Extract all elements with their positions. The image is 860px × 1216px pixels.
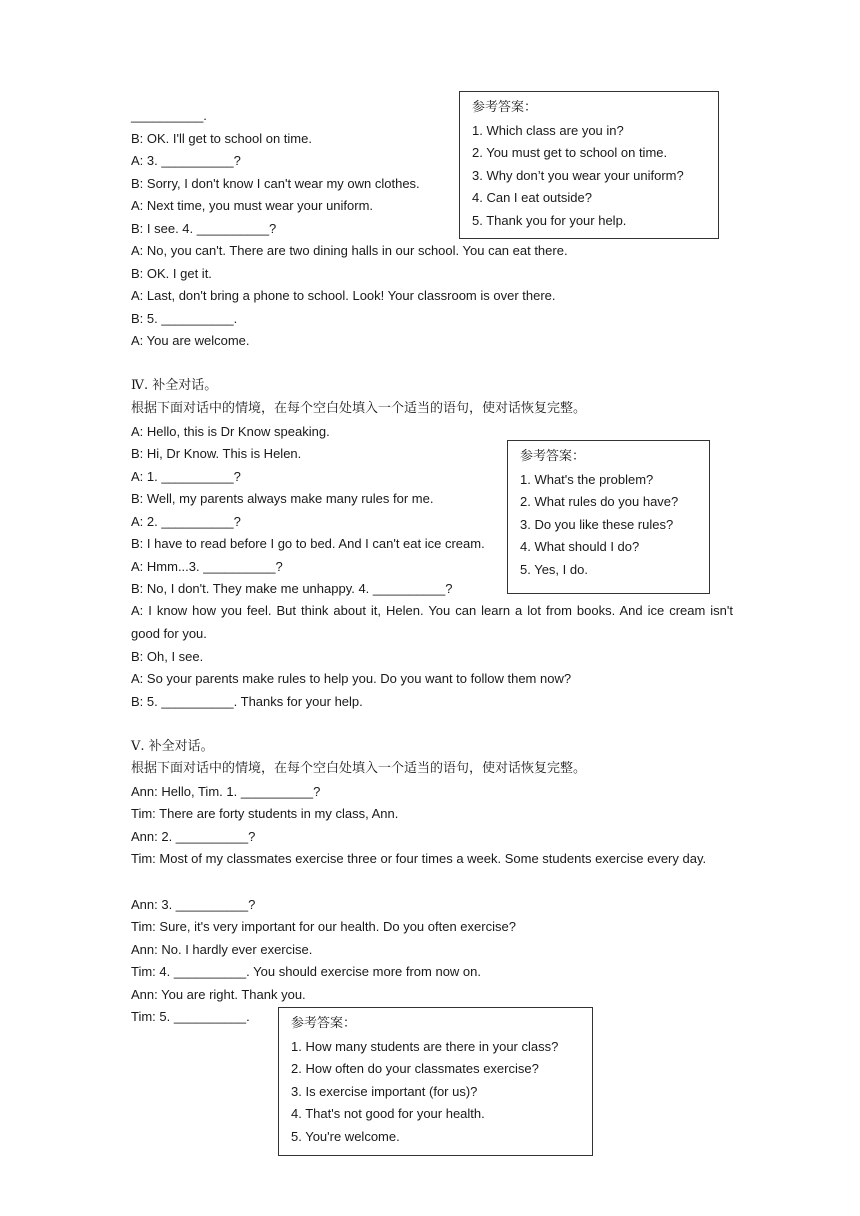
dialogue-line: Tim: 4. __________. You should exercise more from now on.: [131, 964, 482, 979]
answer-item: 2. What rules do you have?: [520, 494, 679, 509]
dialogue-line: Ann: Hello, Tim. 1. __________?: [131, 784, 321, 799]
dialogue-line: B: I have to read before I go to bed. And I can't eat ice cream.: [131, 536, 485, 551]
answer-key-box: [278, 1007, 593, 1156]
answer-key-title: 参考答案：: [520, 449, 586, 464]
answer-item: 5. Yes, I do.: [520, 561, 588, 577]
answer-item: 4. What should I do?: [520, 539, 640, 554]
answer-item: 5. Thank you for your help.: [472, 212, 627, 228]
section-heading: Ⅳ. 补全对话。: [131, 378, 218, 393]
answer-item: 3. Is exercise important (for us)?: [291, 1083, 478, 1099]
dialogue-line: B: 5. __________.: [131, 311, 238, 326]
dialogue-line: B: 5. __________. Thanks for your help.: [131, 694, 363, 709]
answer-item: 1. How many students are there in your class?: [291, 1038, 559, 1054]
answer-key-box: [507, 440, 710, 594]
dialogue-line: Tim: Most of my classmates exercise three or four times a week. Some students exercise every day.: [131, 851, 707, 866]
answer-key-title: 参考答案：: [472, 100, 538, 115]
dialogue-line: Tim: 5. __________.: [131, 1009, 250, 1024]
dialogue-line: A: So your parents make rules to help you. Do you want to follow them now?: [131, 671, 572, 686]
answer-item: 2. You must get to school on time.: [472, 145, 668, 160]
dialogue-line: A: 2. __________?: [131, 514, 241, 529]
dialogue-line: Ann: 3. __________?: [131, 897, 256, 912]
dialogue-line: A: 1. __________?: [131, 469, 241, 484]
dialogue-line: __________.: [131, 108, 207, 123]
answer-item: 2. How often do your classmates exercise?: [291, 1061, 539, 1076]
dialogue-line: A: Hmm...3. __________?: [131, 559, 283, 574]
dialogue-line: Tim: There are forty students in my class, Ann.: [131, 806, 399, 821]
dialogue-line: B: OK. I get it.: [131, 266, 212, 281]
dialogue-line: Tim: Sure, it's very important for our health. Do you often exercise?: [131, 919, 516, 934]
answer-item: 4. That's not good for your health.: [291, 1106, 485, 1121]
dialogue-line: B: Hi, Dr Know. This is Helen.: [131, 446, 302, 461]
dialogue-line: A: Last, don't bring a phone to school. Look! Your classroom is over there.: [131, 288, 556, 303]
section-heading: Ⅴ. 补全对话。: [131, 739, 214, 754]
answer-key-box: [459, 91, 719, 239]
answer-item: 3. Do you like these rules?: [520, 516, 674, 532]
section-instruction: 根据下面对话中的情境，在每个空白处填入一个适当的语句，使对话恢复完整。: [131, 761, 587, 776]
dialogue-line: A: I know how you feel. But think about it, Helen. You can learn a lot from books. And ice cream isn't good for you.: [131, 603, 733, 641]
dialogue-line: A: Next time, you must wear your uniform.: [131, 198, 374, 213]
dialogue-line: Ann: You are right. Thank you.: [131, 987, 306, 1002]
dialogue-line: B: Well, my parents always make many rules for me.: [131, 491, 434, 506]
dialogue-line: A: You are welcome.: [131, 333, 250, 348]
dialogue-line: Ann: 2. __________?: [131, 829, 256, 844]
dialogue-line: A: No, you can't. There are two dining halls in our school. You can eat there.: [131, 243, 568, 258]
dialogue-line: A: 3. __________?: [131, 153, 241, 168]
dialogue-line: B: Sorry, I don't know I can't wear my own clothes.: [131, 176, 420, 191]
dialogue-line: B: Oh, I see.: [131, 649, 204, 664]
answer-key-title: 参考答案：: [291, 1016, 357, 1031]
dialogue-line: B: I see. 4. __________?: [131, 221, 277, 236]
answer-item: 5. You're welcome.: [291, 1128, 400, 1144]
answer-item: 4. Can I eat outside?: [472, 190, 592, 205]
answer-item: 1. Which class are you in?: [472, 122, 624, 138]
section-instruction: 根据下面对话中的情境，在每个空白处填入一个适当的语句，使对话恢复完整。: [131, 401, 587, 416]
dialogue-line: B: No, I don't. They make me unhappy. 4. __________?: [131, 581, 453, 596]
answer-item: 3. Why don’t you wear your uniform?: [472, 167, 684, 183]
dialogue-line: A: Hello, this is Dr Know speaking.: [131, 424, 330, 439]
dialogue-line: Ann: No. I hardly ever exercise.: [131, 942, 313, 957]
dialogue-line: B: OK. I'll get to school on time.: [131, 131, 312, 146]
answer-item: 1. What's the problem?: [520, 471, 654, 487]
